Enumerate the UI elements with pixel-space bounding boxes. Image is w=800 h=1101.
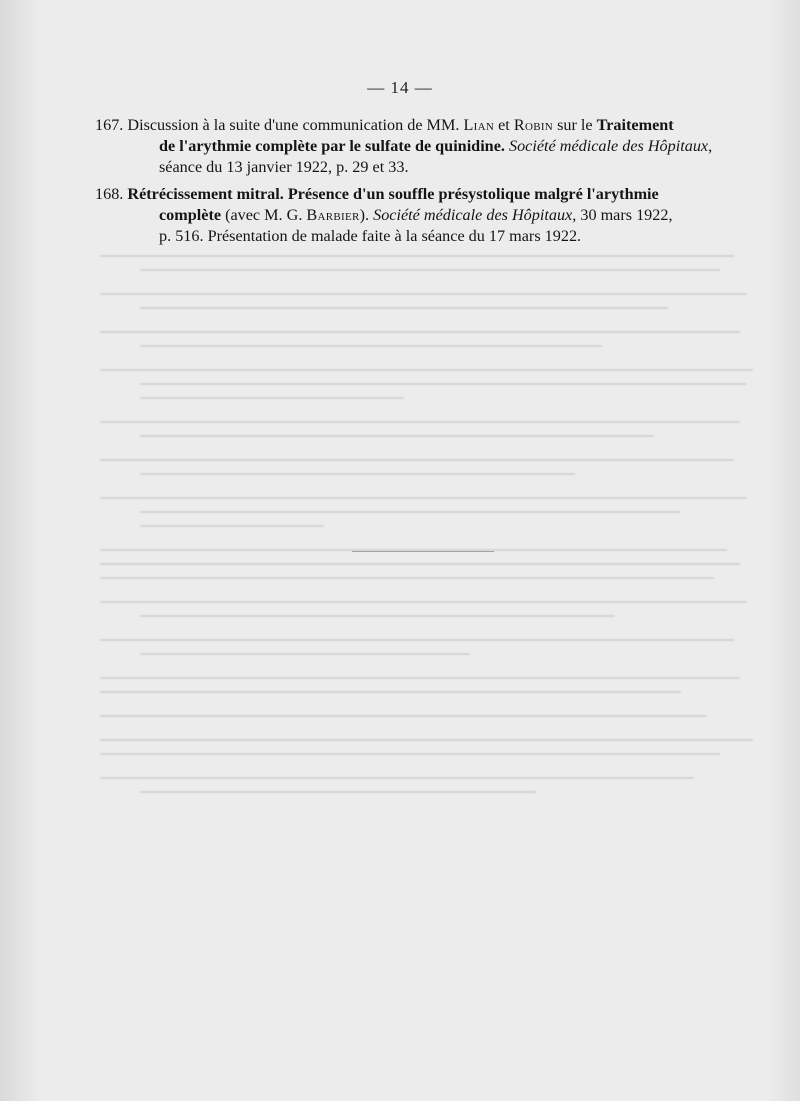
publication-details: p. 516. Présentation de malade faite à la séance du 17 mars 1922. xyxy=(159,227,582,245)
entry-168-line-2 xyxy=(95,205,735,226)
publication-details: séance du 13 janvier 1922, p. 29 et 33. xyxy=(159,158,409,176)
conjunction: et xyxy=(498,116,510,134)
bleed-through-rule xyxy=(352,551,494,552)
author-name: Robin xyxy=(513,116,554,134)
entry-text: Discussion à la suite d'une communication de MM. xyxy=(127,116,460,134)
bibliography-entry-167 xyxy=(95,115,735,178)
work-title: Traitement xyxy=(596,116,674,134)
publication-date: 30 mars 1922, xyxy=(580,206,673,224)
work-title: de l'arythmie complète par le sulfate de quinidine. xyxy=(159,137,505,155)
page-number: — 14 — xyxy=(367,78,433,97)
entry-167-line-3 xyxy=(95,157,735,178)
entry-168-line-3 xyxy=(95,226,735,247)
journal-name: Société médicale des Hôpitaux, xyxy=(508,137,713,155)
entry-167-line-1 xyxy=(95,115,735,136)
entry-167-line-2 xyxy=(95,136,735,157)
work-title: complète xyxy=(159,206,222,224)
entry-168-line-1 xyxy=(95,184,735,205)
work-title: Rétrécissement mitral. Présence d'un souffle présystolique malgré l'arythmie xyxy=(127,185,659,203)
entry-number: 168. xyxy=(95,185,124,203)
author-name: Lian xyxy=(463,116,495,134)
entry-text: sur le xyxy=(557,116,593,134)
bibliography-entry-168 xyxy=(95,184,735,247)
journal-name: Société médicale des Hôpitaux, xyxy=(373,206,577,224)
coauthor-prefix: (avec M. G. xyxy=(225,206,303,224)
bleed-through-text xyxy=(100,255,760,995)
entry-number: 167. xyxy=(95,116,124,134)
coauthor-suffix: ). xyxy=(359,206,370,224)
author-name: Barbier xyxy=(306,206,360,224)
